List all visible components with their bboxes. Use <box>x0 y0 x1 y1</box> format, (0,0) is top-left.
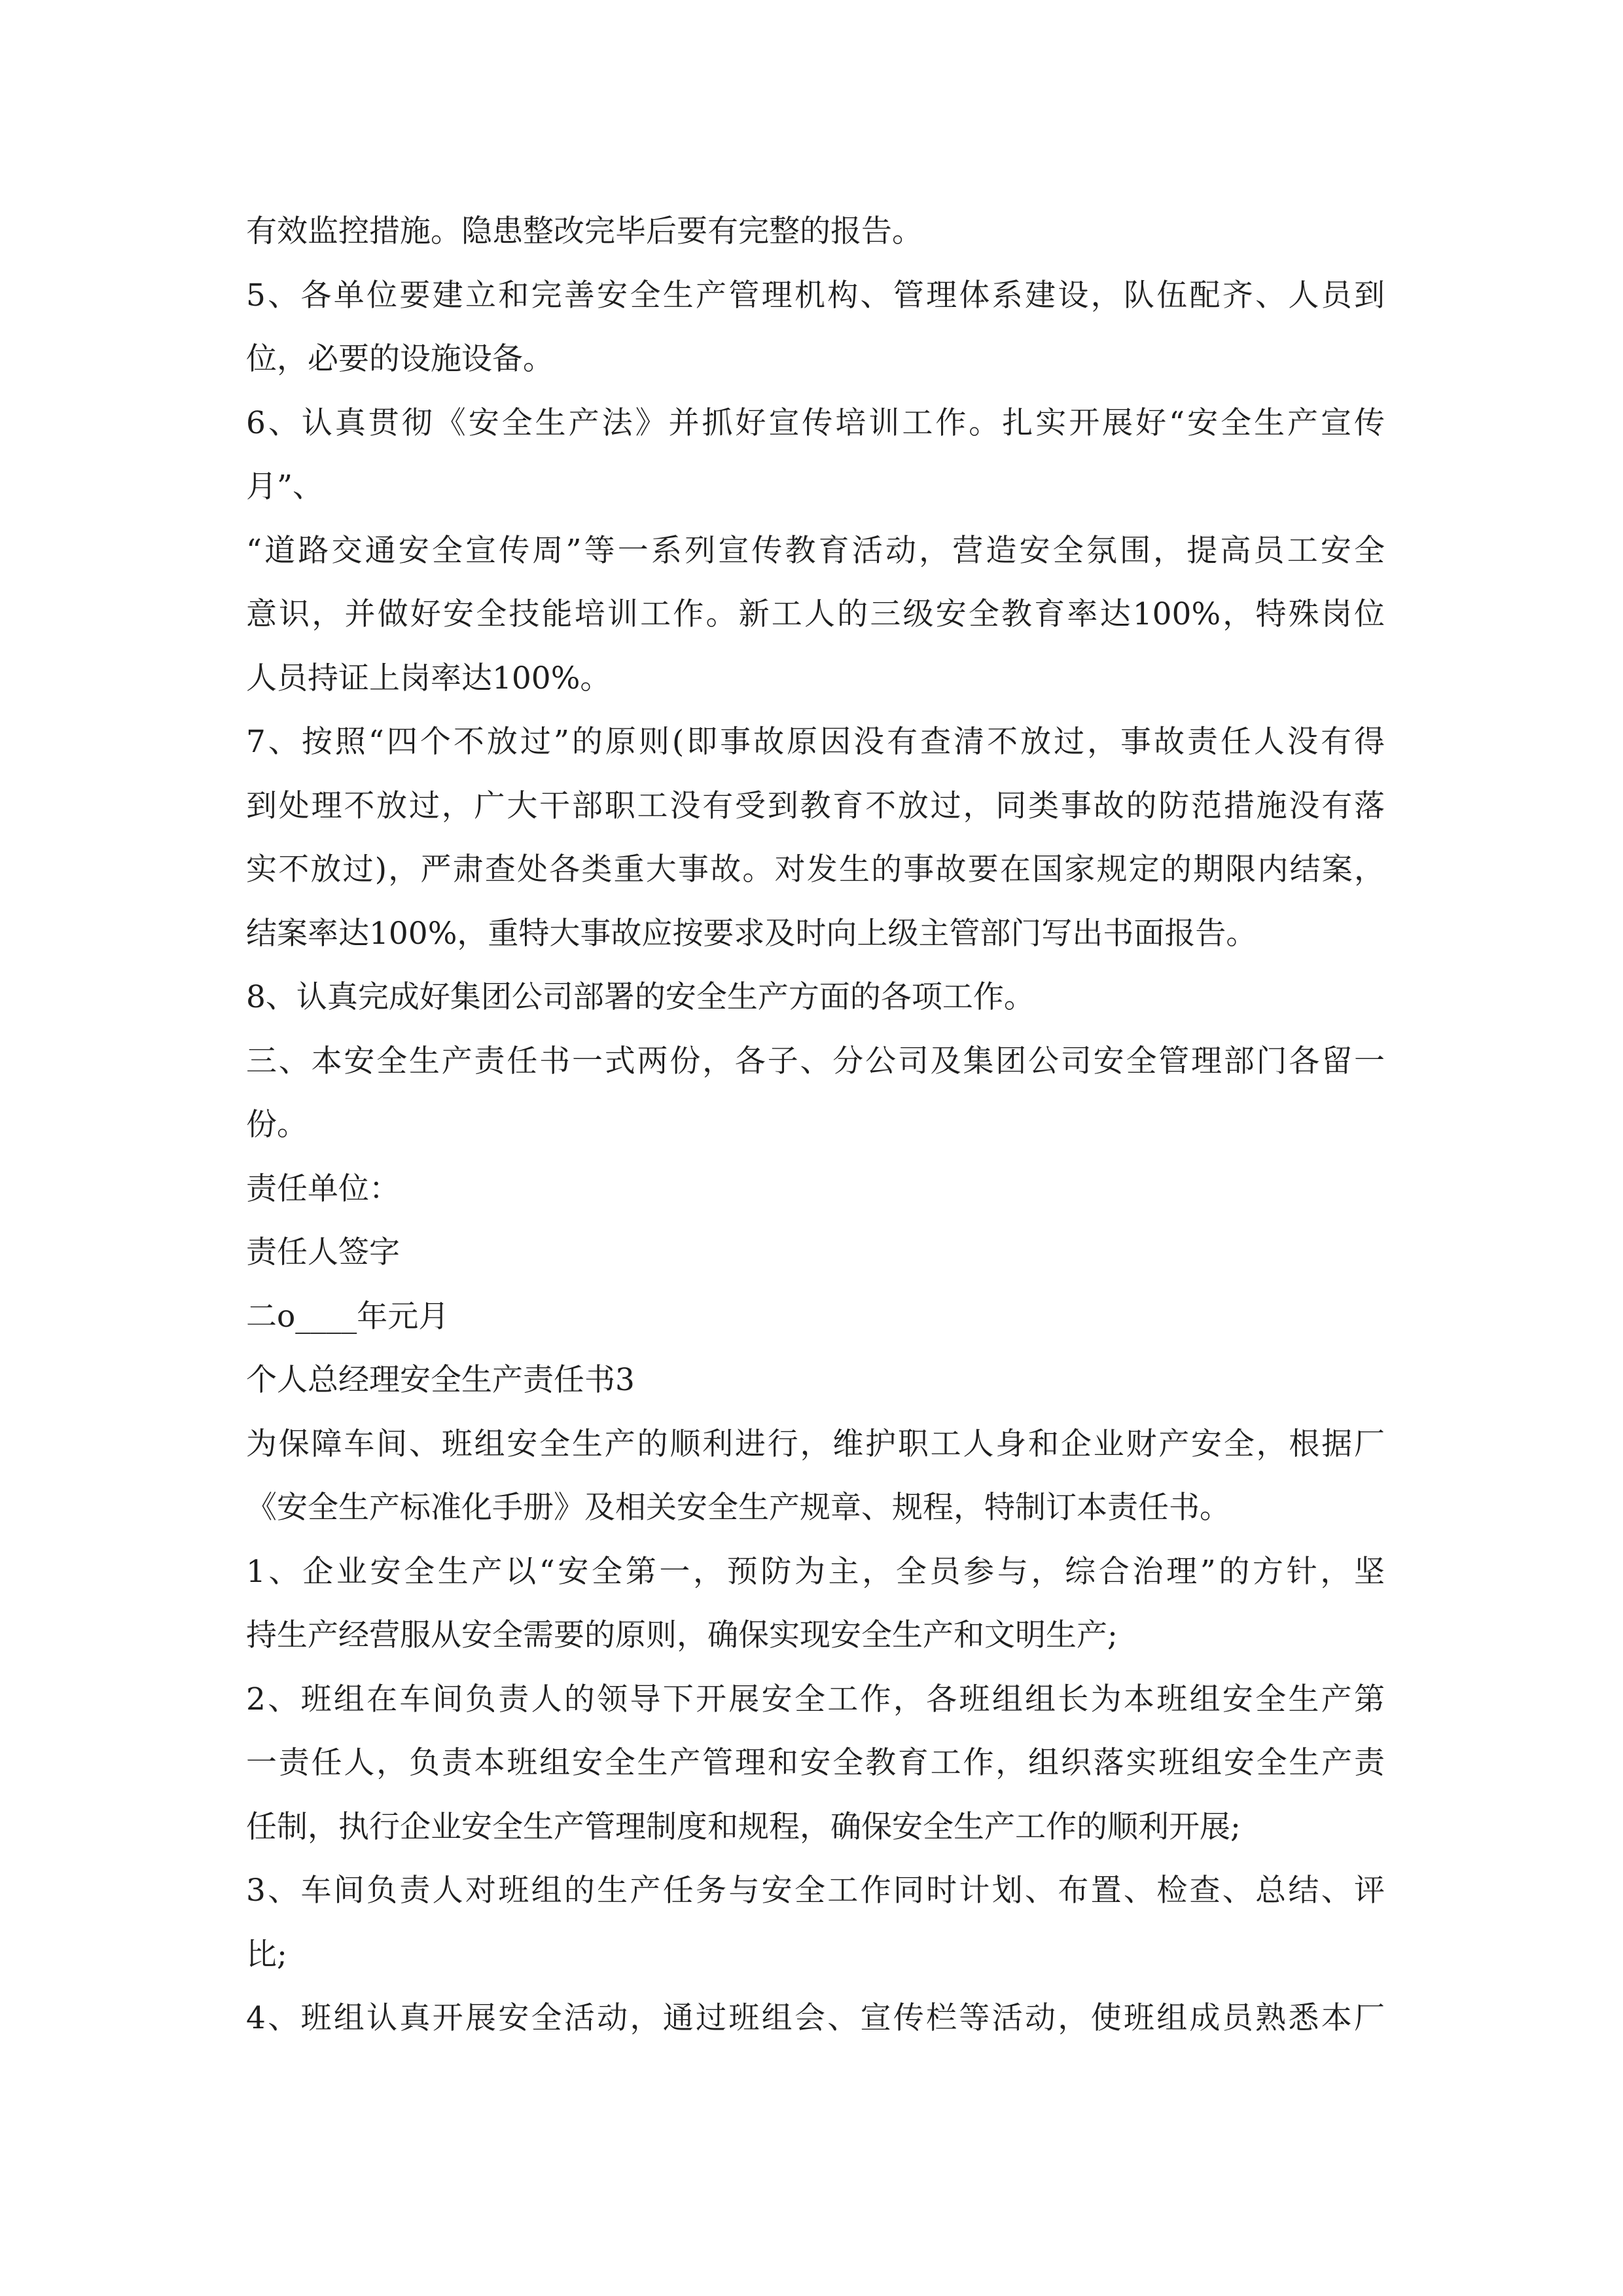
text-line: 到处理不放过，广大干部职工没有受到教育不放过，同类事故的防范措施没有落 <box>246 787 1385 824</box>
text-line: 持生产经营服从安全需要的原则，确保实现安全生产和文明生产; <box>246 1617 1118 1653</box>
text-line: 责任单位： <box>246 1170 400 1207</box>
text-line: 人员持证上岗率达100%。 <box>246 660 611 696</box>
text-line: 1、企业安全生产以“安全第一，预防为主，全员参与，综合治理”的方针，坚 <box>246 1553 1385 1590</box>
text-line: 比; <box>246 1936 287 1973</box>
text-line: 5、各单位要建立和完善安全生产管理机构、管理体系建设，队伍配齐、人员到 <box>246 277 1385 314</box>
text-line: 意识，并做好安全技能培训工作。新工人的三级安全教育率达100%，特殊岗位 <box>246 596 1385 632</box>
text-line: 责任人签字 <box>246 1234 400 1270</box>
text-line: 三、本安全生产责任书一式两份，各子、分公司及集团公司安全管理部门各留一 <box>246 1043 1385 1079</box>
text-line: “道路交通安全宣传周”等一系列宣传教育活动，营造安全氛围，提高员工安全 <box>246 532 1385 569</box>
text-line: 月”、 <box>246 469 324 505</box>
text-line: 4、班组认真开展安全活动，通过班组会、宣传栏等活动，使班组成员熟悉本厂 <box>246 2000 1385 2036</box>
text-line: 为保障车间、班组安全生产的顺利进行，维护职工人身和企业财产安全，根据厂 <box>246 1426 1385 1462</box>
text-line: 结案率达100%，重特大事故应按要求及时向上级主管部门写出书面报告。 <box>246 915 1257 952</box>
text-line: 位，必要的设施设备。 <box>246 341 554 377</box>
text-line: 有效监控措施。隐患整改完毕后要有完整的报告。 <box>246 213 923 249</box>
text-line: 二o____年元月 <box>246 1298 450 1335</box>
text-line: 3、车间负责人对班组的生产任务与安全工作同时计划、布置、检查、总结、评 <box>246 1873 1385 1909</box>
text-line: 实不放过)，严肃查处各类重大事故。对发生的事故要在国家规定的期限内结案， <box>246 852 1385 888</box>
text-line: 任制，执行企业安全生产管理制度和规程，确保安全生产工作的顺利开展; <box>246 1808 1241 1845</box>
document-body <box>246 200 1385 2051</box>
text-line: 《安全生产标准化手册》及相关安全生产规章、规程，特制订本责任书。 <box>246 1490 1230 1526</box>
text-line: 7、按照“四个不放过”的原则(即事故原因没有查清不放过，事故责任人没有得 <box>246 724 1385 760</box>
text-line: 个人总经理安全生产责任书3 <box>246 1362 635 1398</box>
text-line: 一责任人，负责本班组安全生产管理和安全教育工作，组织落实班组安全生产责 <box>246 1745 1385 1781</box>
text-line: 8、认真完成好集团公司部署的安全生产方面的各项工作。 <box>246 979 1035 1015</box>
text-line: 6、认真贯彻《安全生产法》并抓好宣传培训工作。扎实开展好“安全生产宣传 <box>246 404 1385 441</box>
text-line: 2、班组在车间负责人的领导下开展安全工作，各班组组长为本班组安全生产第 <box>246 1681 1385 1717</box>
text-line: 份。 <box>246 1107 308 1143</box>
